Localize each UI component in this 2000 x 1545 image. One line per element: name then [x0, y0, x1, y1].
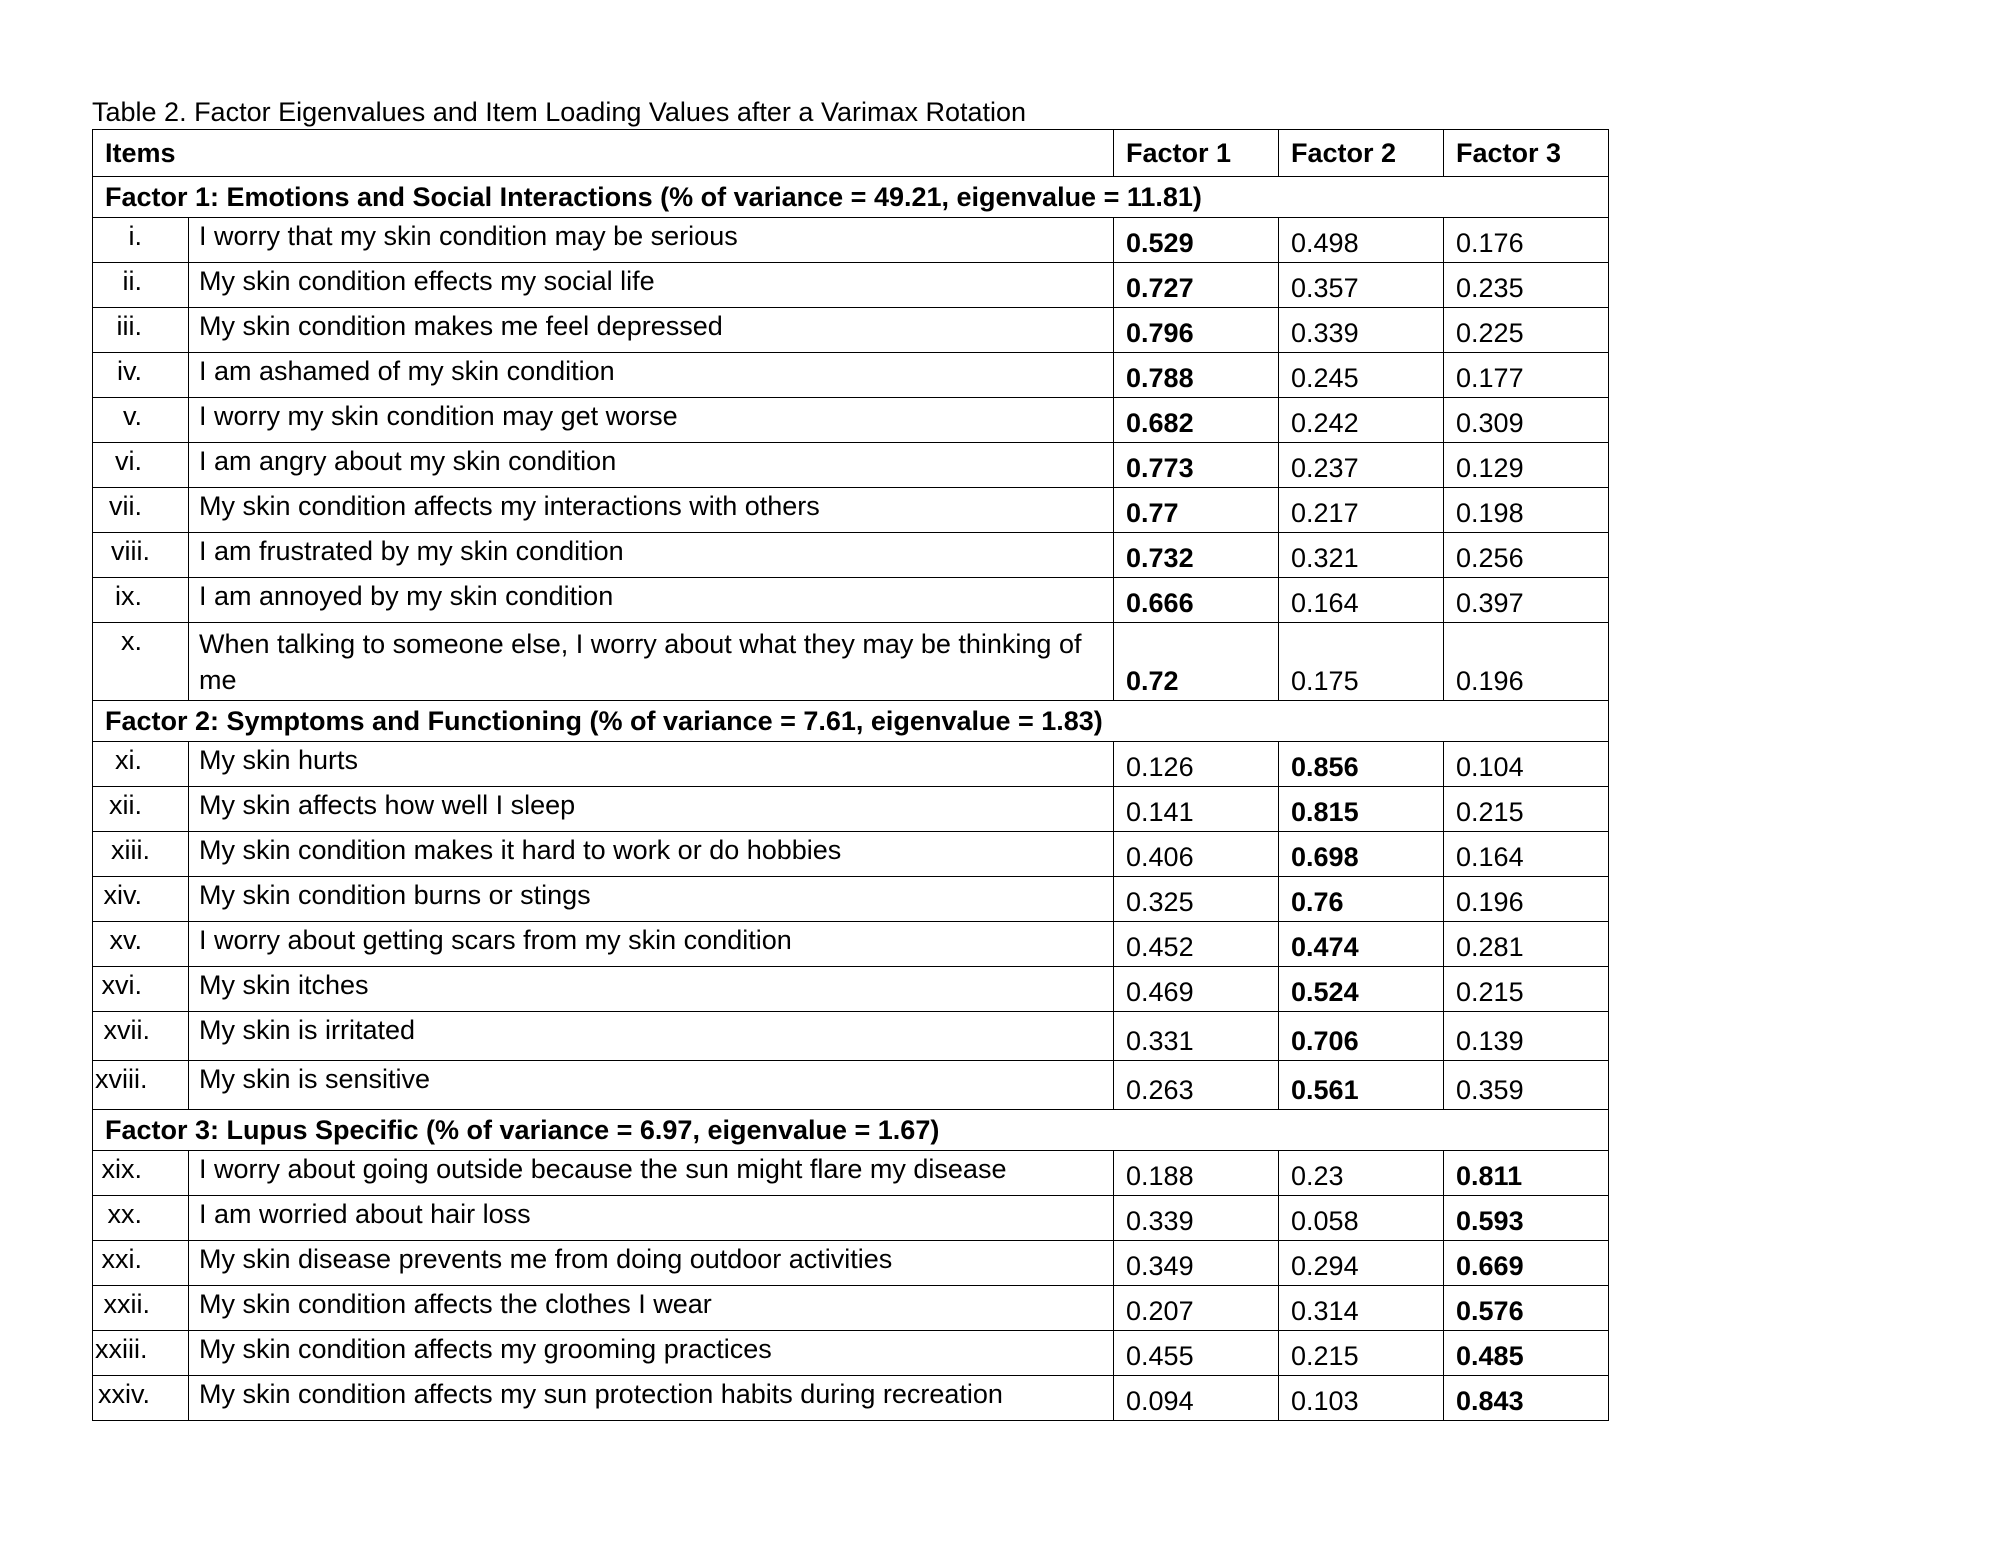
item-text: My skin condition affects my interactions with others: [189, 488, 1114, 533]
factor-1-loading: 0.325: [1114, 877, 1279, 922]
header-row: [93, 130, 1609, 177]
section-row: [93, 1110, 1609, 1151]
factor-3-loading: 0.593: [1444, 1196, 1609, 1241]
factor-1-loading: 0.349: [1114, 1241, 1279, 1286]
table-row: [93, 1196, 1609, 1241]
item-text: I am annoyed by my skin condition: [189, 578, 1114, 623]
item-number: ii.: [93, 263, 189, 308]
factor-1-loading: 0.263: [1114, 1061, 1279, 1110]
item-text: I worry about going outside because the sun might flare my disease: [189, 1151, 1114, 1196]
header-factor-2: Factor 2: [1279, 130, 1444, 177]
factor-1-loading: 0.666: [1114, 578, 1279, 623]
factor-3-loading: 0.669: [1444, 1241, 1609, 1286]
factor-2-loading: 0.524: [1279, 967, 1444, 1012]
table-row: [93, 1286, 1609, 1331]
section-title: Factor 3: Lupus Specific (% of variance = 6.97, eigenvalue = 1.67): [93, 1110, 1609, 1151]
factor-1-loading: 0.796: [1114, 308, 1279, 353]
factor-2-loading: 0.815: [1279, 787, 1444, 832]
factor-1-loading: 0.331: [1114, 1012, 1279, 1061]
item-number: xx.: [93, 1196, 189, 1241]
item-number: i.: [93, 218, 189, 263]
factor-2-loading: 0.76: [1279, 877, 1444, 922]
factor-3-loading: 0.196: [1444, 623, 1609, 701]
item-text: I worry that my skin condition may be serious: [189, 218, 1114, 263]
section-title: Factor 2: Symptoms and Functioning (% of variance = 7.61, eigenvalue = 1.83): [93, 701, 1609, 742]
item-number: iii.: [93, 308, 189, 353]
item-text: I worry about getting scars from my skin condition: [189, 922, 1114, 967]
table-row: [93, 218, 1609, 263]
table-row: [93, 1376, 1609, 1421]
factor-2-loading: 0.242: [1279, 398, 1444, 443]
factor-3-loading: 0.843: [1444, 1376, 1609, 1421]
factor-3-loading: 0.281: [1444, 922, 1609, 967]
factor-2-loading: 0.357: [1279, 263, 1444, 308]
factor-2-loading: 0.103: [1279, 1376, 1444, 1421]
factor-1-loading: 0.727: [1114, 263, 1279, 308]
item-number: xii.: [93, 787, 189, 832]
factor-1-loading: 0.452: [1114, 922, 1279, 967]
table-row: [93, 623, 1609, 701]
factor-2-loading: 0.164: [1279, 578, 1444, 623]
factor-3-loading: 0.215: [1444, 967, 1609, 1012]
item-text: I worry my skin condition may get worse: [189, 398, 1114, 443]
factor-2-loading: 0.498: [1279, 218, 1444, 263]
factor-2-loading: 0.856: [1279, 742, 1444, 787]
item-number: viii.: [93, 533, 189, 578]
header-factor-3: Factor 3: [1444, 130, 1609, 177]
table-row: [93, 877, 1609, 922]
factor-2-loading: 0.237: [1279, 443, 1444, 488]
item-text: My skin is sensitive: [189, 1061, 1114, 1110]
factor-3-loading: 0.198: [1444, 488, 1609, 533]
table-body: [93, 130, 1609, 1421]
section-row: [93, 701, 1609, 742]
factor-2-loading: 0.175: [1279, 623, 1444, 701]
item-number: ix.: [93, 578, 189, 623]
item-text: My skin condition makes me feel depressed: [189, 308, 1114, 353]
section-row: [93, 177, 1609, 218]
factor-2-loading: 0.321: [1279, 533, 1444, 578]
item-text: My skin is irritated: [189, 1012, 1114, 1061]
item-text: My skin condition affects my sun protection habits during recreation: [189, 1376, 1114, 1421]
table-row: [93, 787, 1609, 832]
factor-1-loading: 0.188: [1114, 1151, 1279, 1196]
factor-3-loading: 0.397: [1444, 578, 1609, 623]
factor-3-loading: 0.576: [1444, 1286, 1609, 1331]
factor-1-loading: 0.773: [1114, 443, 1279, 488]
table-row: [93, 1012, 1609, 1061]
factor-1-loading: 0.406: [1114, 832, 1279, 877]
factor-3-loading: 0.309: [1444, 398, 1609, 443]
table-row: [93, 308, 1609, 353]
item-number: xiii.: [93, 832, 189, 877]
item-number: xviii.: [93, 1061, 189, 1110]
table-row: [93, 1151, 1609, 1196]
item-number: xxi.: [93, 1241, 189, 1286]
factor-3-loading: 0.359: [1444, 1061, 1609, 1110]
table-row: [93, 578, 1609, 623]
item-text: My skin condition effects my social life: [189, 263, 1114, 308]
item-number: xvi.: [93, 967, 189, 1012]
table-row: [93, 1241, 1609, 1286]
item-number: xi.: [93, 742, 189, 787]
factor-1-loading: 0.126: [1114, 742, 1279, 787]
item-number: vi.: [93, 443, 189, 488]
factor-1-loading: 0.72: [1114, 623, 1279, 701]
factor-2-loading: 0.474: [1279, 922, 1444, 967]
table-row: [93, 1331, 1609, 1376]
factor-3-loading: 0.164: [1444, 832, 1609, 877]
factor-1-loading: 0.094: [1114, 1376, 1279, 1421]
factor-loadings-table: [92, 129, 1609, 1421]
item-number: x.: [93, 623, 189, 701]
item-text: I am ashamed of my skin condition: [189, 353, 1114, 398]
factor-2-loading: 0.314: [1279, 1286, 1444, 1331]
factor-3-loading: 0.129: [1444, 443, 1609, 488]
table-row: [93, 922, 1609, 967]
item-text: I am worried about hair loss: [189, 1196, 1114, 1241]
factor-2-loading: 0.215: [1279, 1331, 1444, 1376]
factor-3-loading: 0.256: [1444, 533, 1609, 578]
table-row: [93, 443, 1609, 488]
item-number: xiv.: [93, 877, 189, 922]
factor-2-loading: 0.058: [1279, 1196, 1444, 1241]
factor-1-loading: 0.141: [1114, 787, 1279, 832]
item-text: My skin condition makes it hard to work or do hobbies: [189, 832, 1114, 877]
factor-2-loading: 0.23: [1279, 1151, 1444, 1196]
factor-2-loading: 0.294: [1279, 1241, 1444, 1286]
item-text: My skin affects how well I sleep: [189, 787, 1114, 832]
factor-2-loading: 0.698: [1279, 832, 1444, 877]
table-row: [93, 398, 1609, 443]
item-number: xxiii.: [93, 1331, 189, 1376]
item-number: xix.: [93, 1151, 189, 1196]
table-row: [93, 1061, 1609, 1110]
item-text: My skin disease prevents me from doing outdoor activities: [189, 1241, 1114, 1286]
table-row: [93, 967, 1609, 1012]
item-number: vii.: [93, 488, 189, 533]
item-number: iv.: [93, 353, 189, 398]
header-factor-1: Factor 1: [1114, 130, 1279, 177]
item-number: v.: [93, 398, 189, 443]
factor-1-loading: 0.732: [1114, 533, 1279, 578]
item-number: xxii.: [93, 1286, 189, 1331]
table-row: [93, 533, 1609, 578]
item-text: I am angry about my skin condition: [189, 443, 1114, 488]
item-number: xxiv.: [93, 1376, 189, 1421]
item-text: My skin hurts: [189, 742, 1114, 787]
factor-1-loading: 0.788: [1114, 353, 1279, 398]
factor-1-loading: 0.207: [1114, 1286, 1279, 1331]
factor-1-loading: 0.469: [1114, 967, 1279, 1012]
factor-3-loading: 0.235: [1444, 263, 1609, 308]
factor-2-loading: 0.339: [1279, 308, 1444, 353]
header-items: Items: [93, 130, 1114, 177]
factor-1-loading: 0.77: [1114, 488, 1279, 533]
factor-3-loading: 0.176: [1444, 218, 1609, 263]
factor-2-loading: 0.706: [1279, 1012, 1444, 1061]
factor-1-loading: 0.682: [1114, 398, 1279, 443]
item-number: xv.: [93, 922, 189, 967]
table-row: [93, 832, 1609, 877]
table-caption: Table 2. Factor Eigenvalues and Item Loading Values after a Varimax Rotation: [92, 97, 1027, 127]
factor-2-loading: 0.217: [1279, 488, 1444, 533]
factor-2-loading: 0.561: [1279, 1061, 1444, 1110]
item-number: xvii.: [93, 1012, 189, 1061]
factor-3-loading: 0.104: [1444, 742, 1609, 787]
factor-3-loading: 0.485: [1444, 1331, 1609, 1376]
item-text: My skin itches: [189, 967, 1114, 1012]
factor-1-loading: 0.455: [1114, 1331, 1279, 1376]
factor-1-loading: 0.529: [1114, 218, 1279, 263]
table-row: [93, 488, 1609, 533]
factor-3-loading: 0.215: [1444, 787, 1609, 832]
factor-1-loading: 0.339: [1114, 1196, 1279, 1241]
factor-3-loading: 0.177: [1444, 353, 1609, 398]
factor-3-loading: 0.139: [1444, 1012, 1609, 1061]
item-text: My skin condition affects my grooming practices: [189, 1331, 1114, 1376]
item-text: My skin condition affects the clothes I wear: [189, 1286, 1114, 1331]
factor-2-loading: 0.245: [1279, 353, 1444, 398]
item-text: My skin condition burns or stings: [189, 877, 1114, 922]
factor-3-loading: 0.225: [1444, 308, 1609, 353]
table-row: [93, 742, 1609, 787]
table-row: [93, 263, 1609, 308]
item-text: I am frustrated by my skin condition: [189, 533, 1114, 578]
table-row: [93, 353, 1609, 398]
factor-3-loading: 0.196: [1444, 877, 1609, 922]
factor-3-loading: 0.811: [1444, 1151, 1609, 1196]
section-title: Factor 1: Emotions and Social Interactions (% of variance = 49.21, eigenvalue = 11.81): [93, 177, 1609, 218]
item-text: When talking to someone else, I worry about what they may be thinking of me: [189, 623, 1114, 701]
